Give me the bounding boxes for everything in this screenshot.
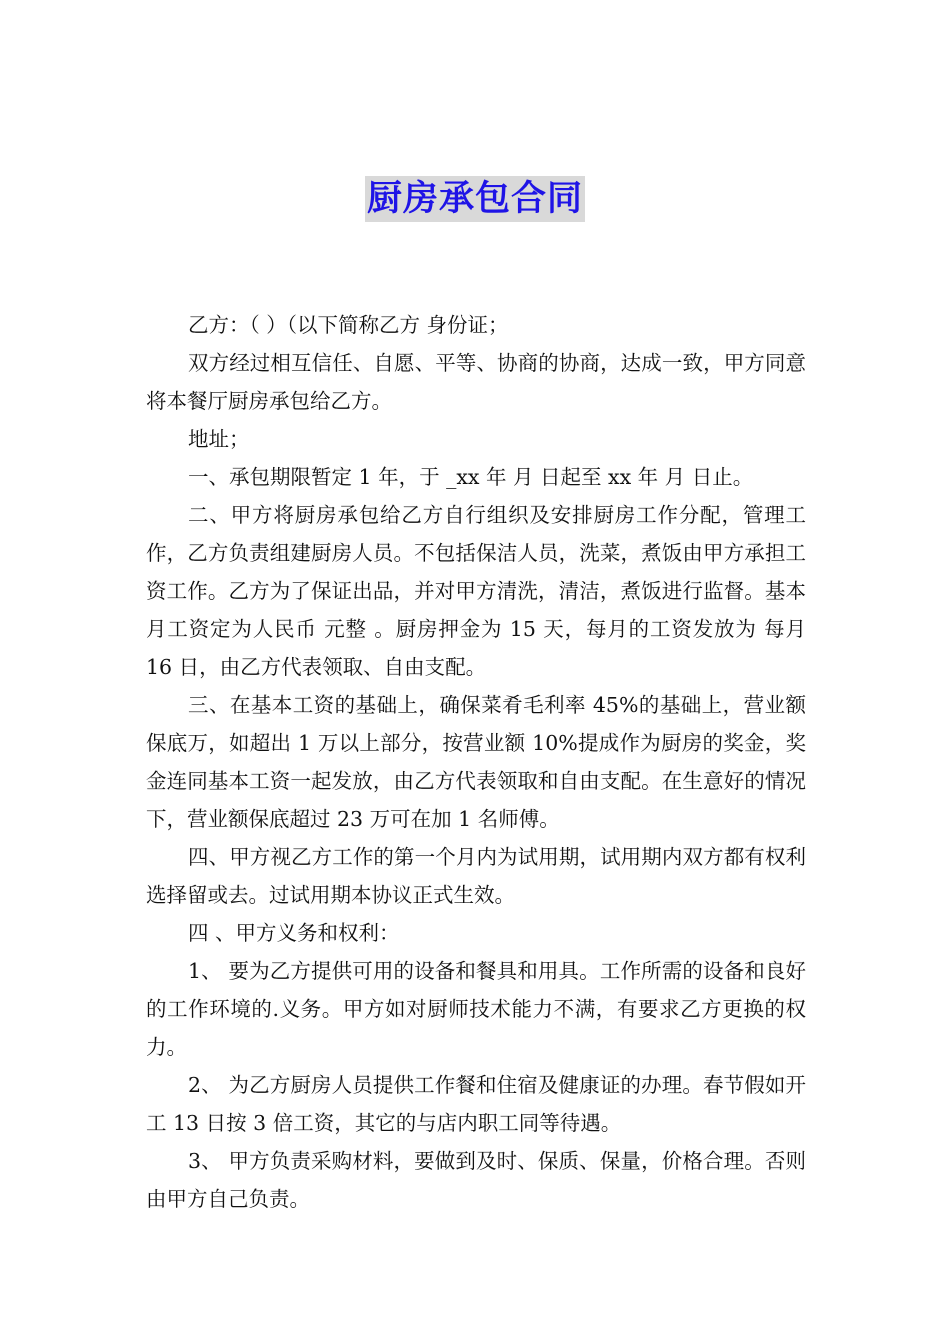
paragraph-agreement: 双方经过相互信任、自愿、平等、协商的协商，达成一致，甲方同意将本餐厅厨房承包给乙方。 xyxy=(146,351,806,413)
document-title: 厨房承包合同 xyxy=(365,176,585,222)
paragraph-duty-2: 2、 为乙方厨房人员提供工作餐和住宿及健康证的办理。春节假如开工 13 日按 3 倍工资，其它的与店内职工同等待遇。 xyxy=(146,1073,806,1135)
title-container xyxy=(0,176,950,222)
paragraph-duty-1: 1、 要为乙方提供可用的设备和餐具和用具。工作所需的设备和良好的工作环境的.义务。甲方如对厨师技术能力不满，有要求乙方更换的权力。 xyxy=(146,959,806,1059)
paragraph-clause-4: 四、甲方视乙方工作的第一个月内为试用期，试用期内双方都有权利选择留或去。过试用期本协议正式生效。 xyxy=(146,845,806,907)
document-body xyxy=(146,306,806,1218)
paragraph-clause-2: 二、甲方将厨房承包给乙方自行组织及安排厨房工作分配，管理工作，乙方负责组建厨房人员。不包括保洁人员，洗菜，煮饭由甲方承担工资工作。乙方为了保证出品，并对甲方清洗，清洁，煮饭进行监督。基本月工资定为人民币 元整 。厨房押金为 15 天，每月的工资发放为 每月 16 日，由乙方代表领取、自由支配。 xyxy=(146,503,806,679)
paragraph-clause-3: 三、在基本工资的基础上，确保菜肴毛利率 45%的基础上，营业额保底万，如超出 1 万以上部分，按营业额 10%提成作为厨房的奖金，奖金连同基本工资一起发放，由乙方代表领取和自由支配。在生意好的情况下，营业额保底超过 23 万可在加 1 名师傅。 xyxy=(146,693,806,831)
paragraph-duty-3: 3、 甲方负责采购材料，要做到及时、保质、保量，价格合理。否则由甲方自己负责。 xyxy=(146,1149,806,1211)
paragraph-party-b: 乙方：（ ）（以下简称乙方 身份证； xyxy=(188,313,509,337)
paragraph-party-a-duties-heading: 四 、甲方义务和权利： xyxy=(188,921,400,945)
paragraph-address: 地址； xyxy=(188,427,250,451)
paragraph-clause-1: 一、承包期限暂定 1 年，于 _xx 年 月 日起至 xx 年 月 日止。 xyxy=(188,465,754,489)
